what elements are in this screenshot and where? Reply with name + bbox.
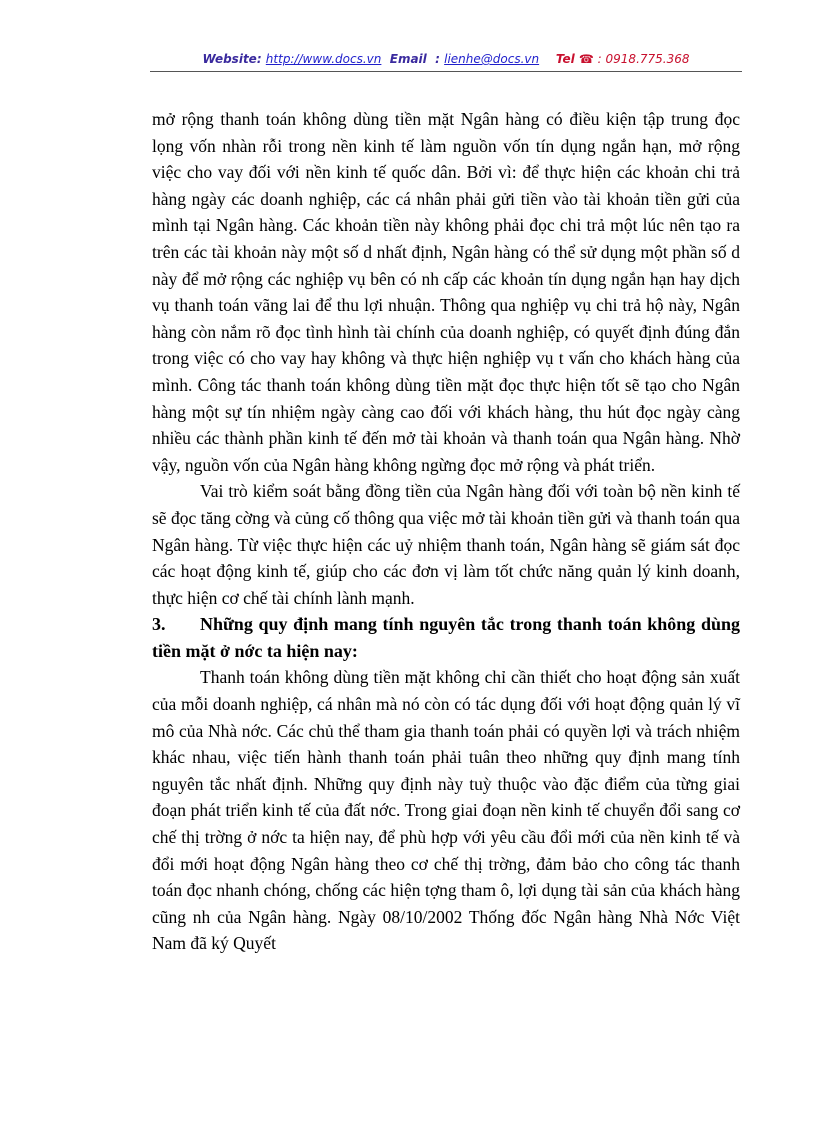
section-heading	[152, 611, 740, 664]
website-label: Website	[202, 52, 257, 66]
tel-label: Tel	[555, 52, 575, 66]
phone-icon: ☎	[578, 52, 594, 66]
paragraph-1: mở rộng thanh toán không dùng tiền mặt Ngân hàng có điều kiện tập trung đọc lọng vốn nhàn rỗi trong nền kinh tế làm nguồn vốn tín dụng ngắn hạn, mở rộng việc cho vay đối với nền kinh tế quốc dân. Bởi vì: để thực hiện các khoản chi trả hàng ngày các doanh nghiệp, các cá nhân phải gửi tiền vào tài khoản tiền gửi của mình tại Ngân hàng. Các khoản tiền này không phải đọc chi trả một lúc nên tạo ra trên các tài khoản này một số d nhất định, Ngân hàng có thể sử dụng một phần số d này để mở rộng các nghiệp vụ bên có nh cấp các khoản tín dụng ngắn hạn hay dịch vụ thanh toán vãng lai để thu lợi nhuận. Thông qua nghiệp vụ chi trả hộ này, Ngân hàng còn nắm rõ đọc tình hình tài chính của doanh nghiệp, có quyết định đúng đắn trong việc có cho vay hay không và thực hiện nghiệp vụ t vấn cho khách hàng của mình. Công tác thanh toán không dùng tiền mặt đọc thực hiện tốt sẽ tạo cho Ngân hàng một sự tín nhiệm ngày càng cao đối với khách hàng, thu hút đọc ngày càng nhiều các thành phần kinh tế đến mở tài khoản và thanh toán qua Ngân hàng. Nhờ vậy, nguồn vốn của Ngân hàng không ngừng đọc mở rộng và phát triển.	[152, 109, 740, 475]
email-label: Email	[389, 52, 427, 66]
website-link[interactable]: http://www.docs.vn	[265, 52, 382, 66]
header-divider	[150, 71, 742, 72]
tel-number: 0918.775.368	[605, 52, 690, 66]
email-link[interactable]: lienhe@docs.vn	[444, 52, 540, 66]
document-body	[152, 106, 740, 957]
paragraph-3: Thanh toán không dùng tiền mặt không chỉ cần thiết cho hoạt động sản xuất của mỗi doanh nghiệp, cá nhân mà nó còn có tác dụng đối với hoạt động quản lý vĩ mô của Nhà nớc. Các chủ thể tham gia thanh toán phải có quyền lợi và trách nhiệm khác nhau, việc tiến hành thanh toán phải tuân theo những quy định mang tính nguyên tắc nhất định. Những quy định này tuỳ thuộc vào đặc điểm của từng giai đoạn phát triển kinh tế của đất nớc. Trong giai đoạn nền kinh tế chuyển đổi sang cơ chế thị trờng ở nớc ta hiện nay, để phù hợp với yêu cầu đổi mới của nền kinh tế và đổi mới hoạt động Ngân hàng theo cơ chế thị trờng, đảm bảo cho công tác thanh toán đọc nhanh chóng, chống các hiện tợng tham ô, lợi dụng tài sản của khách hàng cũng nh của Ngân hàng. Ngày 08/10/2002 Thống đốc Ngân hàng Nhà Nớc Việt Nam đã ký Quyết	[152, 667, 740, 954]
page-header: Website: http://www.docs.vn Email : lienhe@docs.vn Tel ☎ : 0918.775.368	[202, 52, 690, 66]
section-title: Những quy định mang tính nguyên tắc trong thanh toán không dùng tiền mặt ở nớc ta hiện nay:	[152, 614, 740, 661]
section-number: 3.	[152, 614, 166, 635]
paragraph-2: Vai trò kiểm soát bằng đồng tiền của Ngân hàng đối với toàn bộ nền kinh tế sẽ đọc tăng cờng và củng cố thông qua việc mở tài khoản tiền gửi và thanh toán qua Ngân hàng. Từ việc thực hiện các uỷ nhiệm thanh toán, Ngân hàng sẽ giám sát đọc các hoạt động kinh tế, giúp cho các đơn vị làm tốt chức năng quản lý kinh doanh, thực hiện cơ chế tài chính lành mạnh.	[152, 481, 740, 608]
